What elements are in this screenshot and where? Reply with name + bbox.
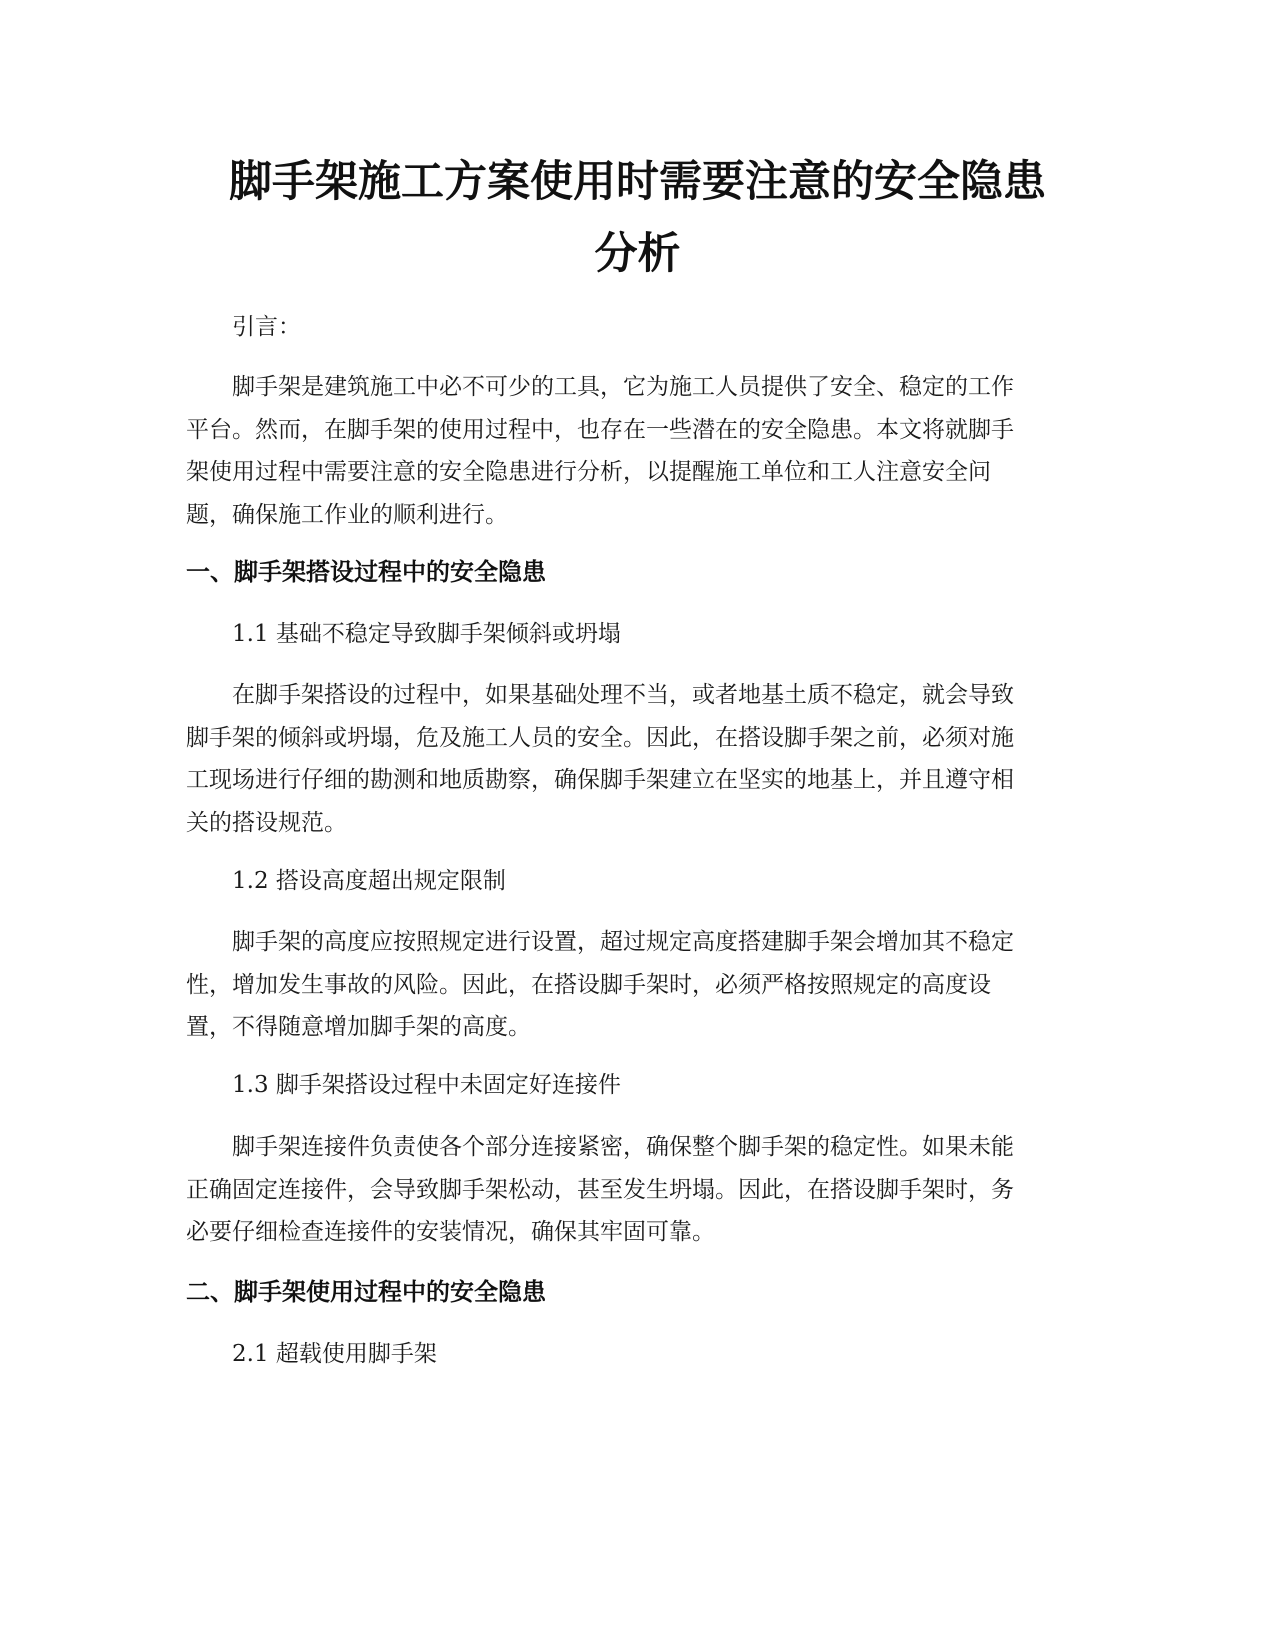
intro-label: 引言： [232, 314, 301, 340]
subsection-1-2-title: 1.2 搭设高度超出规定限制 [232, 868, 506, 894]
paragraph-line: 性，增加发生事故的风险。因此，在搭设脚手架时，必须严格按照规定的高度设 [186, 971, 991, 998]
paragraph-line: 题，确保施工作业的顺利进行。 [186, 501, 508, 528]
subsection-1-3-body [186, 1126, 1089, 1254]
section-2-heading: 二、脚手架使用过程中的安全隐患 [186, 1278, 546, 1306]
paragraph-line: 必要仔细检查连接件的安装情况，确保其牢固可靠。 [186, 1219, 715, 1245]
paragraph-line: 脚手架是建筑施工中必不可少的工具，它为施工人员提供了安全、稳定的工作 [232, 374, 1014, 400]
paragraph-line: 置，不得随意增加脚手架的高度。 [186, 1014, 531, 1040]
subsection-2-1-title: 2.1 超载使用脚手架 [232, 1341, 437, 1367]
paragraph-line: 关的搭设规范。 [186, 809, 347, 836]
title-line-2: 分析 [594, 229, 681, 279]
subsection-1-3-title: 1.3 脚手架搭设过程中未固定好连接件 [232, 1072, 621, 1098]
paragraph-line: 脚手架的倾斜或坍塌，危及施工人员的安全。因此，在搭设脚手架之前，必须对施 [186, 724, 1014, 751]
paragraph-line: 正确固定连接件，会导致脚手架松动，甚至发生坍塌。因此，在搭设脚手架时，务 [186, 1176, 1014, 1203]
paragraph-line: 平台。然而，在脚手架的使用过程中，也存在一些潜在的安全隐患。本文将就脚手 [186, 416, 1014, 443]
intro-paragraph [186, 366, 1089, 536]
paragraph-line: 架使用过程中需要注意的安全隐患进行分析，以提醒施工单位和工人注意安全问 [186, 459, 991, 485]
subsection-1-2-body [186, 921, 1089, 1049]
section-1-heading: 一、脚手架搭设过程中的安全隐患 [186, 558, 546, 586]
paragraph-line: 脚手架连接件负责使各个部分连接紧密，确保整个脚手架的稳定性。如果未能 [232, 1134, 1014, 1160]
title-line-1: 脚手架施工方案使用时需要注意的安全隐患 [229, 157, 1046, 207]
paragraph-line: 脚手架的高度应按照规定进行设置，超过规定高度搭建脚手架会增加其不稳定 [232, 929, 1014, 955]
subsection-1-1-title: 1.1 基础不稳定导致脚手架倾斜或坍塌 [232, 621, 621, 647]
paragraph-line: 工现场进行仔细的勘测和地质勘察，确保脚手架建立在坚实的地基上，并且遵守相 [186, 767, 1014, 793]
subsection-1-1-body [186, 674, 1089, 844]
document-title [186, 146, 1089, 290]
paragraph-line: 在脚手架搭设的过程中，如果基础处理不当，或者地基土质不稳定，就会导致 [232, 682, 1014, 708]
